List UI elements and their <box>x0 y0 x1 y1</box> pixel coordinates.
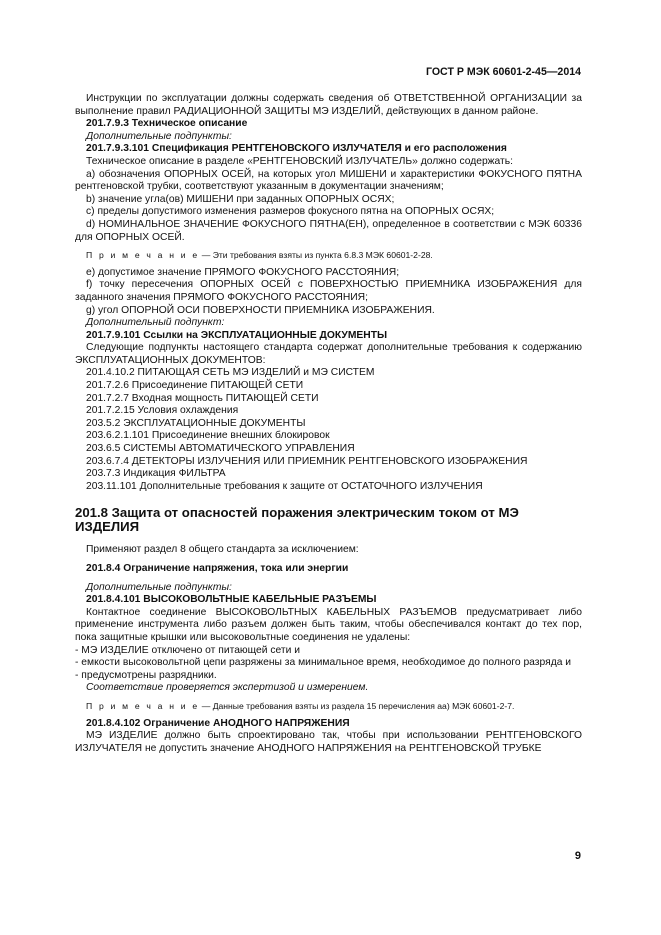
page-number: 9 <box>574 850 581 862</box>
list-item: 201.7.2.6 Присоединение ПИТАЮЩЕЙ СЕТИ <box>86 380 304 392</box>
list-item: 203.7.3 Индикация ФИЛЬТРА <box>86 468 226 480</box>
list-item-e: e) допустимое значение ПРЯМОГО ФОКУСНОГО РАССТОЯНИЯ; <box>86 266 400 278</box>
apply-section: Применяют раздел 8 общего стандарта за исключением: <box>86 544 359 556</box>
list-item: 203.6.5 СИСТЕМЫ АВТОМАТИЧЕСКОГО УПРАВЛЕНИЯ <box>86 443 355 455</box>
heading-201-8: 201.8 Защита от опасностей поражения электрическим током от МЭ ИЗДЕЛИЯ <box>75 505 519 535</box>
list-item: 203.11.101 Дополнительные требования к защите от ОСТАТОЧНОГО ИЗЛУЧЕНИЯ <box>86 480 483 492</box>
refs-intro: Следующие подпункты настоящего стандарта содержат дополнительные требования к содержанию ЭКСПЛУАТАЦИОННЫХ ДОКУМЕНТОВ: <box>75 342 582 366</box>
heading-201-7-9-3-101: 201.7.9.3.101 Спецификация РЕНТГЕНОВСКОГО ИЗЛУЧАТЕЛЯ и его расположения <box>86 143 507 155</box>
list-item: 203.6.2.1.101 Присоединение внешних блокировок <box>86 430 330 442</box>
list-item-b: b) значение угла(ов) МИШЕНИ при заданных ОПОРНЫХ ОСЯХ; <box>86 193 395 205</box>
additional-subclauses-label: Дополнительные подпункты: <box>86 130 232 142</box>
anode-paragraph: МЭ ИЗДЕЛИЕ должно быть спроектировано так, чтобы при использовании РЕНТГЕНОВСКОГО ИЗЛУЧАТЕЛЯ не допустить значение АНОДНОГО НАПРЯЖЕНИЯ на РЕНТГЕНОВСКОЙ ТРУБКЕ <box>75 730 582 754</box>
list-item-c: c) пределы допустимого изменения размеров фокусного пятна на ОПОРНЫХ ОСЯХ; <box>86 206 495 218</box>
additional-subclauses-label-2: Дополнительные подпункты: <box>86 581 232 593</box>
additional-subclause-label: Дополнительный подпункт: <box>86 317 225 329</box>
list-item: 203.6.7.4 ДЕТЕКТОРЫ ИЗЛУЧЕНИЯ ИЛИ ПРИЕМНИК РЕНТГЕНОВСКОГО ИЗОБРАЖЕНИЯ <box>86 455 528 467</box>
heading-201-7-9-3: 201.7.9.3 Техническое описание <box>86 118 248 130</box>
dash-item: - МЭ ИЗДЕЛИЕ отключено от питающей сети и <box>75 644 300 656</box>
heading-201-8-4: 201.8.4 Ограничение напряжения, тока или энергии <box>86 563 349 574</box>
note-label: П р и м е ч а н и е <box>86 700 200 711</box>
note-1 <box>86 249 582 262</box>
list-item-d: d) НОМИНАЛЬНОЕ ЗНАЧЕНИЕ ФОКУСНОГО ПЯТНА(ЕН), определенное в соответствии с МЭК 60336 для ОПОРНЫХ ОСЕЙ. <box>75 218 582 243</box>
list-item: 201.4.10.2 ПИТАЮЩАЯ СЕТЬ МЭ ИЗДЕЛИЙ и МЭ СИСТЕМ <box>86 367 375 379</box>
heading-201-7-9-101: 201.7.9.101 Ссылки на ЭКСПЛУАТАЦИОННЫЕ ДОКУМЕНТЫ <box>86 329 388 341</box>
document-header: ГОСТ Р МЭК 60601-2-45—2014 <box>425 66 581 78</box>
contact-paragraph: Контактное соединение ВЫСОКОВОЛЬТНЫХ КАБЕЛЬНЫХ РАЗЪЕМОВ предусматривает либо применение инструмента либо разъем должен быть таким, чтобы обеспечивался контакт до тех пор, пока защитные крышки или высоковольтные соединения не удалены: <box>75 606 582 643</box>
list-item-g: g) угол ОПОРНОЙ ОСИ ПОВЕРХНОСТИ ПРИЕМНИКА ИЗОБРАЖЕНИЯ. <box>86 304 435 316</box>
list-item: 201.7.2.7 Входная мощность ПИТАЮЩЕЙ СЕТИ <box>86 392 319 404</box>
reference-list <box>86 367 582 493</box>
heading-201-8-4-101: 201.8.4.101 ВЫСОКОВОЛЬТНЫЕ КАБЕЛЬНЫЕ РАЗЪЕМЫ <box>86 594 377 606</box>
compliance-statement: Соответствие проверяется экспертизой и измерением. <box>86 682 369 694</box>
note-label: П р и м е ч а н и е <box>86 250 200 261</box>
list-item: 201.7.2.15 Условия охлаждения <box>86 405 239 417</box>
note-text: — Данные требования взяты из раздела 15 перечисления аа) МЭК 60601-2-7. <box>199 700 515 711</box>
list-item: 203.5.2 ЭКСПЛУАТАЦИОННЫЕ ДОКУМЕНТЫ <box>86 417 306 429</box>
dash-item: - емкости высоковольтной цепи разряжены за минимальное время, необходимое до полного разряда и <box>75 657 572 669</box>
paragraph-instructions: Инструкции по эксплуатации должны содержать сведения об ОТВЕТСТВЕННОЙ ОРГАНИЗАЦИИ за выполнение правил РАДИАЦИОННОЙ ЗАЩИТЫ МЭ ИЗДЕЛИЙ, действующих в данном районе. <box>75 93 582 117</box>
list-item-a: a) обозначения ОПОРНЫХ ОСЕЙ, на которых угол МИШЕНИ и характеристики ФОКУСНОГО ПЯТНА рентгеновской трубки, соответствуют указанным в документации значениям; <box>75 168 582 193</box>
note-2 <box>86 700 582 713</box>
note-text: — Эти требования взяты из пункта 6.8.3 МЭК 60601-2-28. <box>199 250 433 261</box>
tech-desc-intro: Техническое описание в разделе «РЕНТГЕНОВСКИЙ ИЗЛУЧАТЕЛЬ» должно содержать: <box>86 155 514 167</box>
heading-201-8-4-102: 201.8.4.102 Ограничение АНОДНОГО НАПРЯЖЕНИЯ <box>86 717 350 729</box>
list-item-f: f) точку пересечения ОПОРНЫХ ОСЕЙ с ПОВЕРХНОСТЬЮ ПРИЕМНИКА ИЗОБРАЖЕНИЯ для заданного значения ПРЯМОГО ФОКУСНОГО РАССТОЯНИЯ; <box>75 279 582 303</box>
dash-item: - предусмотрены разрядники. <box>75 669 217 681</box>
page-content <box>75 93 582 755</box>
